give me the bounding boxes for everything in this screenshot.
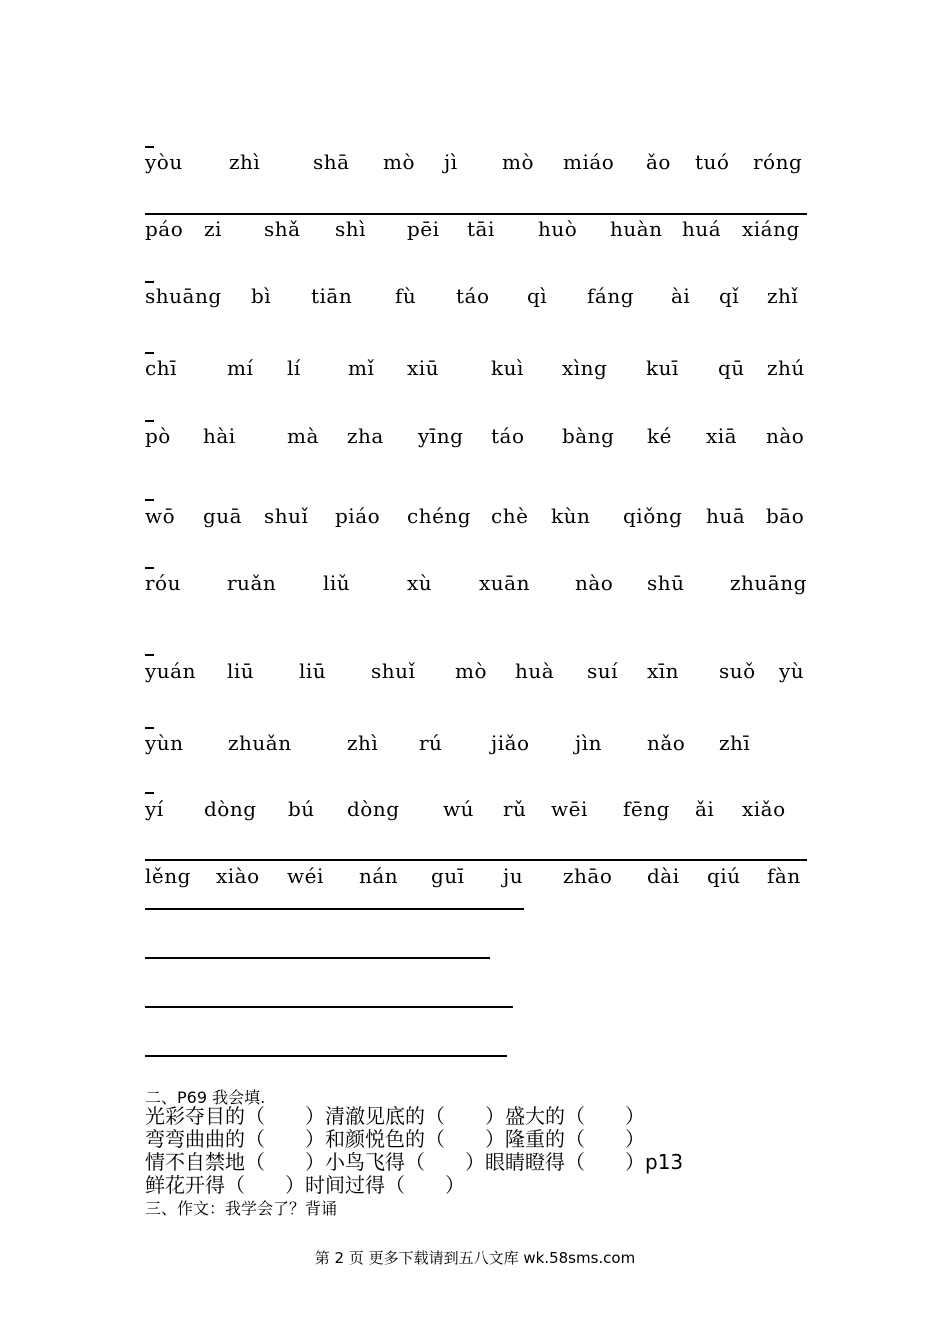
pinyin: zhuāng <box>730 571 807 595</box>
fill-line: 鲜花开得（ ）时间过得（ ） <box>145 1173 465 1197</box>
pinyin: mò <box>383 150 416 174</box>
pinyin: pēi <box>407 217 440 241</box>
pinyin: tāi <box>467 217 495 241</box>
dash-mark <box>145 420 154 422</box>
pinyin: hài <box>203 424 236 448</box>
pinyin: qiǒng <box>623 504 683 528</box>
fill-line: 光彩夺目的（ ）清澈见底的（ ）盛大的（ ） <box>145 1104 645 1128</box>
pinyin: liǔ <box>323 571 351 595</box>
pinyin: pò <box>145 424 171 448</box>
pinyin: zhǐ <box>767 284 799 308</box>
pinyin-row-8 <box>145 659 805 683</box>
pinyin: yùn <box>145 731 184 755</box>
pinyin: zi <box>204 217 222 241</box>
pinyin-row-5 <box>145 424 805 448</box>
pinyin-row-2 <box>145 217 805 241</box>
pinyin-row-10 <box>145 797 805 821</box>
pinyin: xiào <box>216 864 260 888</box>
pinyin: wēi <box>551 797 588 821</box>
answer-line <box>145 1055 507 1057</box>
page-footer: 第 2 页 更多下载请到五八文库 wk.58sms.com <box>314 1249 636 1267</box>
pinyin: huà <box>515 659 555 683</box>
pinyin: shuǐ <box>371 659 416 683</box>
pinyin: tiān <box>311 284 353 308</box>
dash-mark <box>145 567 154 569</box>
pinyin: zhuǎn <box>228 731 292 755</box>
pinyin: shuǐ <box>264 504 309 528</box>
pinyin: ài <box>671 284 691 308</box>
pinyin: bāo <box>766 504 805 528</box>
pinyin: fàn <box>767 864 801 888</box>
pinyin: zhī <box>719 731 751 755</box>
pinyin: rǔ <box>503 797 527 821</box>
pinyin-row-11 <box>145 864 805 888</box>
pinyin: yù <box>779 659 805 683</box>
fill-line: 情不自禁地（ ）小鸟飞得（ ）眼睛瞪得（ ）p13 <box>145 1150 684 1174</box>
pinyin: fù <box>395 284 417 308</box>
section2-heading: 二、P69 我会填. <box>145 1088 266 1107</box>
dash-mark <box>145 281 154 283</box>
divider-line <box>145 859 807 861</box>
pinyin: guā <box>203 504 243 528</box>
answer-line <box>145 1006 513 1008</box>
pinyin: chè <box>491 504 529 528</box>
pinyin: ruǎn <box>227 571 277 595</box>
pinyin: xiáng <box>742 217 800 241</box>
pinyin-row-3 <box>145 284 805 308</box>
pinyin: shǎ <box>264 217 301 241</box>
pinyin: ju <box>503 864 524 888</box>
pinyin: chéng <box>407 504 472 528</box>
pinyin: huò <box>538 217 578 241</box>
pinyin: xìng <box>562 356 608 380</box>
answer-line <box>145 957 490 959</box>
pinyin: ké <box>647 424 672 448</box>
pinyin: huàn <box>610 217 663 241</box>
pinyin: dài <box>647 864 680 888</box>
pinyin: kùn <box>551 504 591 528</box>
pinyin: nào <box>766 424 805 448</box>
pinyin: huá <box>682 217 722 241</box>
pinyin: fēng <box>623 797 670 821</box>
pinyin: qiú <box>707 864 741 888</box>
pinyin: zhì <box>347 731 379 755</box>
pinyin: jiǎo <box>491 731 530 755</box>
pinyin: huā <box>706 504 746 528</box>
pinyin: lěng <box>145 864 191 888</box>
pinyin: zhú <box>767 356 805 380</box>
pinyin: bì <box>251 284 272 308</box>
answer-line <box>145 908 524 910</box>
pinyin: mò <box>455 659 488 683</box>
pinyin: xiā <box>706 424 738 448</box>
pinyin-row-7 <box>145 571 805 595</box>
dash-mark <box>145 352 154 354</box>
pinyin: kuī <box>646 356 679 380</box>
pinyin: bàng <box>562 424 615 448</box>
pinyin-row-1 <box>145 150 805 174</box>
dash-mark <box>145 499 154 501</box>
pinyin: wéi <box>287 864 324 888</box>
pinyin: shū <box>647 571 685 595</box>
pinyin: zha <box>347 424 384 448</box>
pinyin: liū <box>299 659 327 683</box>
pinyin: qǐ <box>719 284 740 308</box>
pinyin: mò <box>502 150 535 174</box>
pinyin: dòng <box>204 797 257 821</box>
pinyin: piáo <box>335 504 381 528</box>
pinyin: kuì <box>491 356 524 380</box>
pinyin: táo <box>491 424 525 448</box>
pinyin: guī <box>431 864 465 888</box>
pinyin: shā <box>313 150 350 174</box>
pinyin: xù <box>407 571 433 595</box>
pinyin: yuán <box>145 659 196 683</box>
dash-mark <box>145 727 154 729</box>
pinyin: wú <box>443 797 474 821</box>
pinyin: tuó <box>695 150 730 174</box>
pinyin: shì <box>335 217 367 241</box>
pinyin-row-4 <box>145 356 805 380</box>
pinyin-row-6 <box>145 504 805 528</box>
fill-line: 弯弯曲曲的（ ）和颜悦色的（ ）隆重的（ ） <box>145 1127 645 1151</box>
pinyin: xuān <box>479 571 530 595</box>
dash-mark <box>145 654 154 656</box>
dash-mark <box>145 792 154 794</box>
pinyin-row-9 <box>145 731 805 755</box>
pinyin: suí <box>587 659 619 683</box>
pinyin: suǒ <box>719 659 756 683</box>
pinyin: jìn <box>575 731 602 755</box>
pinyin: yí <box>145 797 164 821</box>
pinyin: shuāng <box>145 284 222 308</box>
pinyin: páo <box>145 217 184 241</box>
pinyin: yīng <box>418 424 464 448</box>
pinyin: dòng <box>347 797 400 821</box>
pinyin: ǎi <box>695 797 715 821</box>
pinyin: táo <box>456 284 490 308</box>
divider-line <box>145 213 807 215</box>
pinyin: liū <box>227 659 255 683</box>
pinyin: miáo <box>563 150 615 174</box>
pinyin: nǎo <box>647 731 686 755</box>
pinyin: mà <box>287 424 319 448</box>
pinyin: bú <box>288 797 315 821</box>
pinyin: lí <box>287 356 301 380</box>
pinyin: nán <box>359 864 399 888</box>
pinyin: chī <box>145 356 177 380</box>
pinyin: fáng <box>587 284 635 308</box>
pinyin: jì <box>444 150 458 174</box>
pinyin: róng <box>753 150 803 174</box>
pinyin: ǎo <box>646 150 671 174</box>
pinyin: mǐ <box>348 356 375 380</box>
pinyin: mí <box>227 356 254 380</box>
pinyin: yòu <box>145 150 183 174</box>
pinyin: nào <box>575 571 614 595</box>
pinyin: zhāo <box>563 864 613 888</box>
pinyin: rú <box>419 731 443 755</box>
section3-heading: 三、作文：我学会了？背诵 <box>145 1199 338 1218</box>
pinyin: róu <box>145 571 181 595</box>
pinyin: xiū <box>407 356 440 380</box>
pinyin: wō <box>145 504 176 528</box>
pinyin: xiǎo <box>742 797 786 821</box>
pinyin: zhì <box>229 150 261 174</box>
dash-mark <box>145 146 154 148</box>
pinyin: qū <box>718 356 745 380</box>
pinyin: qì <box>527 284 548 308</box>
pinyin: xīn <box>647 659 680 683</box>
